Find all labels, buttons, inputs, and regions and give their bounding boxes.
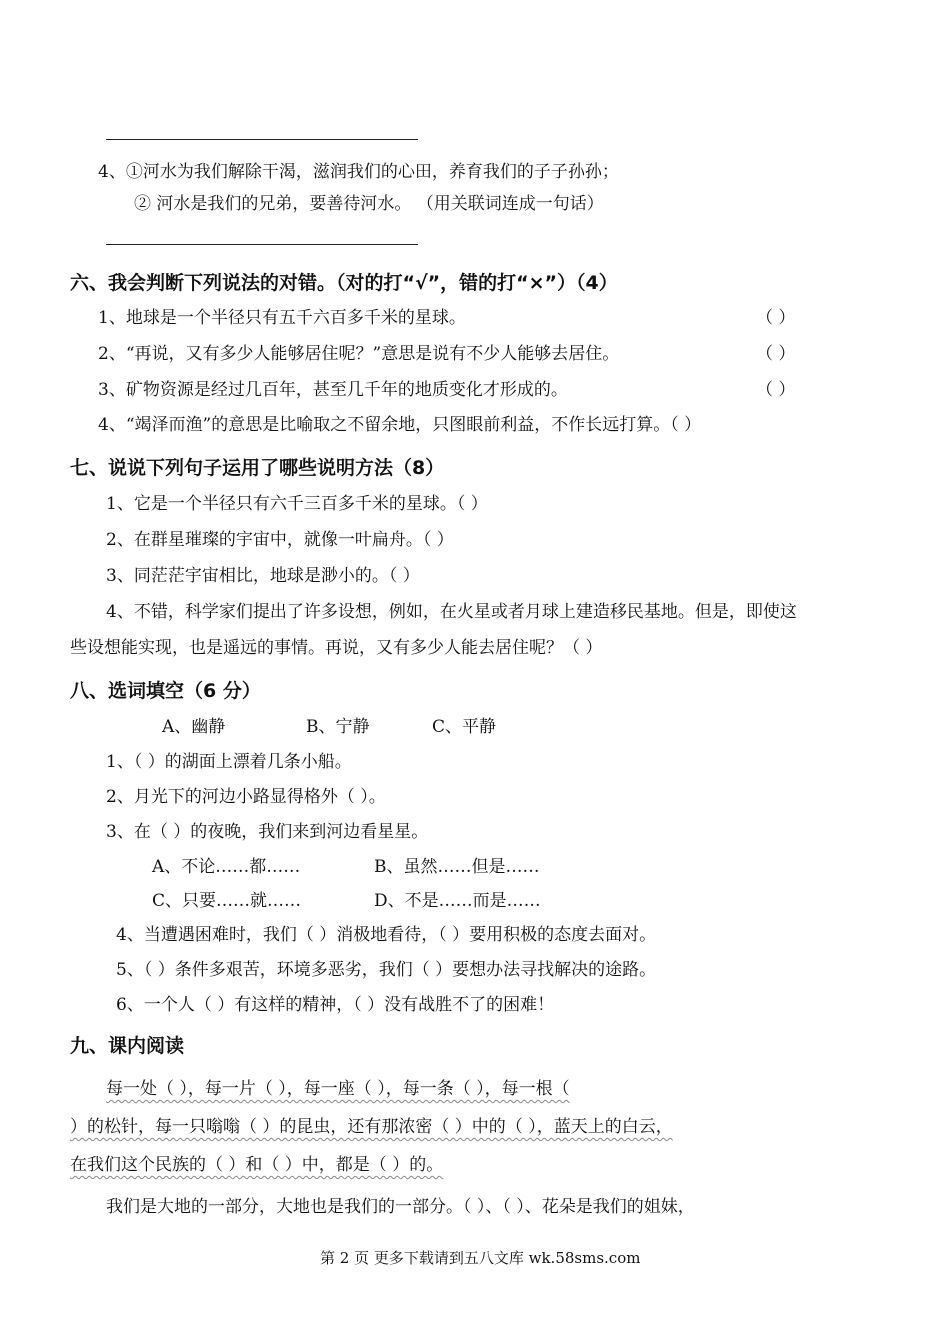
reading-para-1-line-2: ）的松针，每一只嗡嗡（ ）的昆虫，还有那浓密（ ）中的（ ），蓝天上的白云， bbox=[70, 1117, 673, 1137]
reading-para-1-line-1: 每一处（ ），每一片（ ），每一座（ ），每一条（ ），每一根（ bbox=[106, 1079, 570, 1099]
fill-item-3: 3、在（ ）的夜晚，我们来到河边看星星。 bbox=[106, 822, 429, 842]
fill-item-2: 2、月光下的河边小路显得格外（ ）。 bbox=[106, 787, 386, 807]
conj-option-a: A、不论……都…… bbox=[152, 857, 301, 877]
judge-paren-2: （ ） bbox=[756, 344, 796, 364]
fill-item-1: 1、（ ）的湖面上漂着几条小船。 bbox=[106, 752, 352, 772]
fill-item-6: 6、一个人（ ）有这样的精神，（ ）没有战胜不了的困难！ bbox=[116, 995, 555, 1015]
reading-para-2: 我们是大地的一部分，大地也是我们的一部分。（ ）、（ ）、花朵是我们的姐妹， bbox=[106, 1197, 695, 1217]
judge-item-1: 1、地球是一个半径只有五千六百多千米的星球。 bbox=[98, 308, 466, 328]
rewrite-item-4-line-2: ② 河水是我们的兄弟，要善待河水。 （用关联词连成一句话） bbox=[134, 194, 604, 214]
word-option-b: B、宁静 bbox=[306, 717, 370, 737]
fill-item-5: 5、（ ）条件多艰苦，环境多恶劣，我们（ ）要想办法寻找解决的途路。 bbox=[116, 960, 657, 980]
word-option-a: A、幽静 bbox=[162, 717, 226, 737]
conj-option-c: C、只要……就…… bbox=[152, 891, 302, 911]
answer-line bbox=[106, 139, 418, 140]
rewrite-item-4-line-1: 4、①河水为我们解除干渴，滋润我们的心田，养育我们的子子孙孙； bbox=[98, 162, 619, 182]
method-item-4-line-1: 4、不错，科学家们提出了许多设想，例如，在火星或者月球上建造移民基地。但是，即使这 bbox=[106, 602, 797, 622]
judge-paren-1: （ ） bbox=[756, 308, 796, 328]
conj-option-b: B、虽然……但是…… bbox=[374, 857, 540, 877]
word-option-c: C、平静 bbox=[432, 717, 497, 737]
reading-para-1-line-3: 在我们这个民族的（ ）和（ ）中，都是（ ）的。 bbox=[70, 1155, 444, 1175]
section-9-heading: 九、课内阅读 bbox=[70, 1035, 185, 1057]
answer-line bbox=[106, 244, 418, 245]
method-item-1: 1、它是一个半径只有六千三百多千米的星球。（ ） bbox=[106, 494, 488, 514]
page-footer: 第 2 页 更多下载请到五八文库 wk.58sms.com bbox=[320, 1249, 641, 1267]
judge-paren-3: （ ） bbox=[756, 380, 796, 400]
fill-item-4: 4、当遭遇困难时，我们（ ）消极地看待，（ ）要用积极的态度去面对。 bbox=[116, 925, 657, 945]
section-8-heading: 八、选词填空（6 分） bbox=[70, 680, 261, 702]
conj-option-d: D、不是……而是…… bbox=[374, 891, 541, 911]
method-item-2: 2、在群星璀璨的宇宙中，就像一叶扁舟。（ ） bbox=[106, 530, 454, 550]
judge-item-2: 2、“再说，又有多少人能够居住呢？”意思是说有不少人能够去居住。 bbox=[98, 344, 620, 364]
section-6-heading: 六、我会判断下列说法的对错。（对的打“√”，错的打“×”）（4） bbox=[70, 272, 618, 294]
method-item-4-line-2: 些设想能实现，也是遥远的事情。再说，又有多少人能去居住呢？（ ） bbox=[70, 638, 603, 658]
judge-item-4: 4、“竭泽而渔”的意思是比喻取之不留余地，只图眼前利益，不作长远打算。（ ） bbox=[98, 415, 702, 435]
section-7-heading: 七、说说下列句子运用了哪些说明方法（8） bbox=[70, 457, 445, 479]
judge-item-3: 3、矿物资源是经过几百年，甚至几千年的地质变化才形成的。 bbox=[98, 380, 568, 400]
method-item-3: 3、同茫茫宇宙相比，地球是渺小的。（ ） bbox=[106, 566, 420, 586]
